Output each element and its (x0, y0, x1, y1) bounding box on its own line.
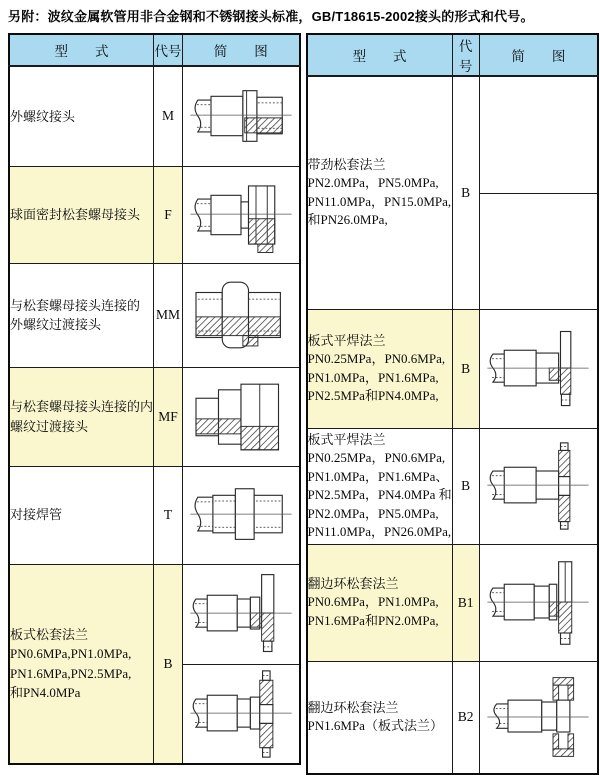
diagram-cell (479, 544, 598, 661)
table-row (307, 428, 599, 544)
code-cell: F (154, 166, 183, 263)
type-line: 对接焊管 (10, 507, 63, 523)
diagram-cell (479, 661, 598, 774)
type-line: PN0.6MPa，PN1.0MPa, (307, 594, 439, 610)
type-line: 球面密封松套螺母接头 (10, 206, 141, 222)
code-cell: B (154, 564, 183, 764)
diagram-cell (183, 564, 300, 664)
table-row (307, 76, 599, 193)
type-line: PN0.25MPa，PN0.6MPa, (307, 351, 446, 366)
plate-loose-flange-section-diagram (188, 669, 294, 759)
type-line: PN1.6MPa,PN2.5MPa, (10, 665, 132, 681)
type-line: PN11.0MPa，PN26.0MPa, (307, 524, 452, 539)
type-line: PN0.6MPa,PN1.0MPa, (10, 646, 132, 662)
diagram-cell (183, 367, 300, 466)
code-cell: M (154, 66, 183, 166)
type-line: PN0.25MPa，PN0.6MPa, (307, 450, 446, 465)
right-table (306, 33, 600, 775)
table-row (9, 66, 300, 166)
type-line: 翻边环松套法兰 (307, 575, 399, 591)
type-line: 板式平焊法兰 (307, 332, 386, 348)
type-line: 带劲松套法兰 (307, 156, 386, 172)
type-cell (307, 428, 453, 544)
type-cell (9, 66, 154, 166)
diagram-cell (183, 66, 300, 166)
diagram-cell (183, 466, 300, 564)
table-row (9, 466, 300, 564)
code-cell: B (452, 309, 479, 428)
left-header-type: 型 式 (9, 34, 154, 66)
diagram-cell (479, 309, 598, 428)
diagram-cell (479, 428, 598, 544)
right-header-row (307, 34, 599, 76)
diagram-cell (183, 664, 300, 764)
type-line: 螺纹过渡接头 (10, 418, 89, 434)
left-header-diagram: 简 图 (183, 34, 300, 66)
type-line: PN1.0MPa，PN1.6MPa, (307, 369, 439, 385)
type-line: 与松套螺母接头连接的内 (10, 399, 154, 414)
code-cell: MM (154, 263, 183, 367)
table-row (9, 166, 300, 263)
type-line: 外螺纹过渡接头 (10, 317, 102, 332)
diagram-cell (183, 263, 300, 367)
code-cell: T (154, 466, 183, 564)
type-line: 与松套螺母接头连接的 (10, 297, 141, 313)
type-line: PN11.0MPa，PN15.0MPa, (307, 193, 452, 209)
table-row (9, 263, 300, 367)
type-line: PN2.0MPa，PN5.0MPa, (307, 175, 439, 191)
spherical-seal-loose-nut-fitting-diagram (188, 170, 294, 260)
type-line: 和PN4.0MPa (10, 685, 81, 701)
type-cell (9, 564, 154, 764)
fitting-tables-container (8, 33, 599, 775)
type-line: 板式平焊法兰 (307, 431, 386, 447)
code-cell: B1 (452, 544, 479, 661)
table-row (9, 367, 300, 466)
type-line: PN1.6MPa和PN2.0MPa, (307, 612, 439, 628)
diagram-cell (479, 193, 598, 309)
butt-weld-pipe-diagram (188, 470, 294, 560)
flanged-ring-loose-flange-diagram (485, 558, 591, 648)
left-header-row (9, 34, 300, 66)
type-line: 板式松套法兰 (10, 626, 89, 642)
external-thread-transition-adapter-diagram (188, 270, 294, 360)
type-line: 外螺纹接头 (10, 108, 76, 124)
type-line: PN1.6MPa（板式法兰） (307, 718, 443, 734)
code-cell: B (452, 76, 479, 309)
diagram-cell (183, 166, 300, 263)
code-cell: MF (154, 367, 183, 466)
diagram-cell (479, 76, 598, 193)
code-cell: B2 (452, 661, 479, 774)
type-cell (307, 661, 453, 774)
type-cell (307, 309, 453, 428)
table-row (307, 661, 599, 774)
code-cell: B (452, 428, 479, 544)
flanged-ring-plate-flange-diagram (485, 672, 591, 762)
right-header-type: 型 式 (307, 34, 453, 76)
right-header-code: 代号 (452, 34, 479, 76)
table-row (9, 564, 300, 664)
type-line: PN2.5MPa，PN4.0MPa 和 (307, 487, 452, 502)
type-cell (9, 466, 154, 564)
table-row (307, 544, 599, 661)
type-line: PN1.0MPa，PN1.6MPa、 (307, 468, 449, 484)
right-header-diagram: 简 图 (479, 34, 598, 76)
internal-thread-transition-adapter-diagram (188, 372, 294, 462)
type-cell (9, 166, 154, 263)
note-text: 另附：波纹金属软管用非合金钢和不锈钢接头标准，GB/T18615-2002接头的形式和代号。 (8, 9, 534, 24)
external-thread-fitting-diagram (188, 71, 294, 161)
left-table (8, 33, 301, 765)
left-header-code: 代号 (154, 34, 183, 66)
plate-weld-flange-section-diagram (485, 441, 591, 531)
type-line: PN2.5MPa和PN4.0MPa, (307, 388, 439, 403)
plate-weld-flange-diagram (485, 324, 591, 414)
type-cell (307, 76, 453, 309)
type-line: 翻边环松套法兰 (307, 699, 399, 715)
plate-loose-flange-front-diagram (188, 569, 294, 659)
type-cell (9, 263, 154, 367)
type-line: PN2.0MPa，PN5.0MPa, (307, 505, 439, 521)
type-line: 和PN26.0MPa, (307, 212, 388, 228)
type-cell (307, 544, 453, 661)
type-cell (9, 367, 154, 466)
table-row (307, 309, 599, 428)
